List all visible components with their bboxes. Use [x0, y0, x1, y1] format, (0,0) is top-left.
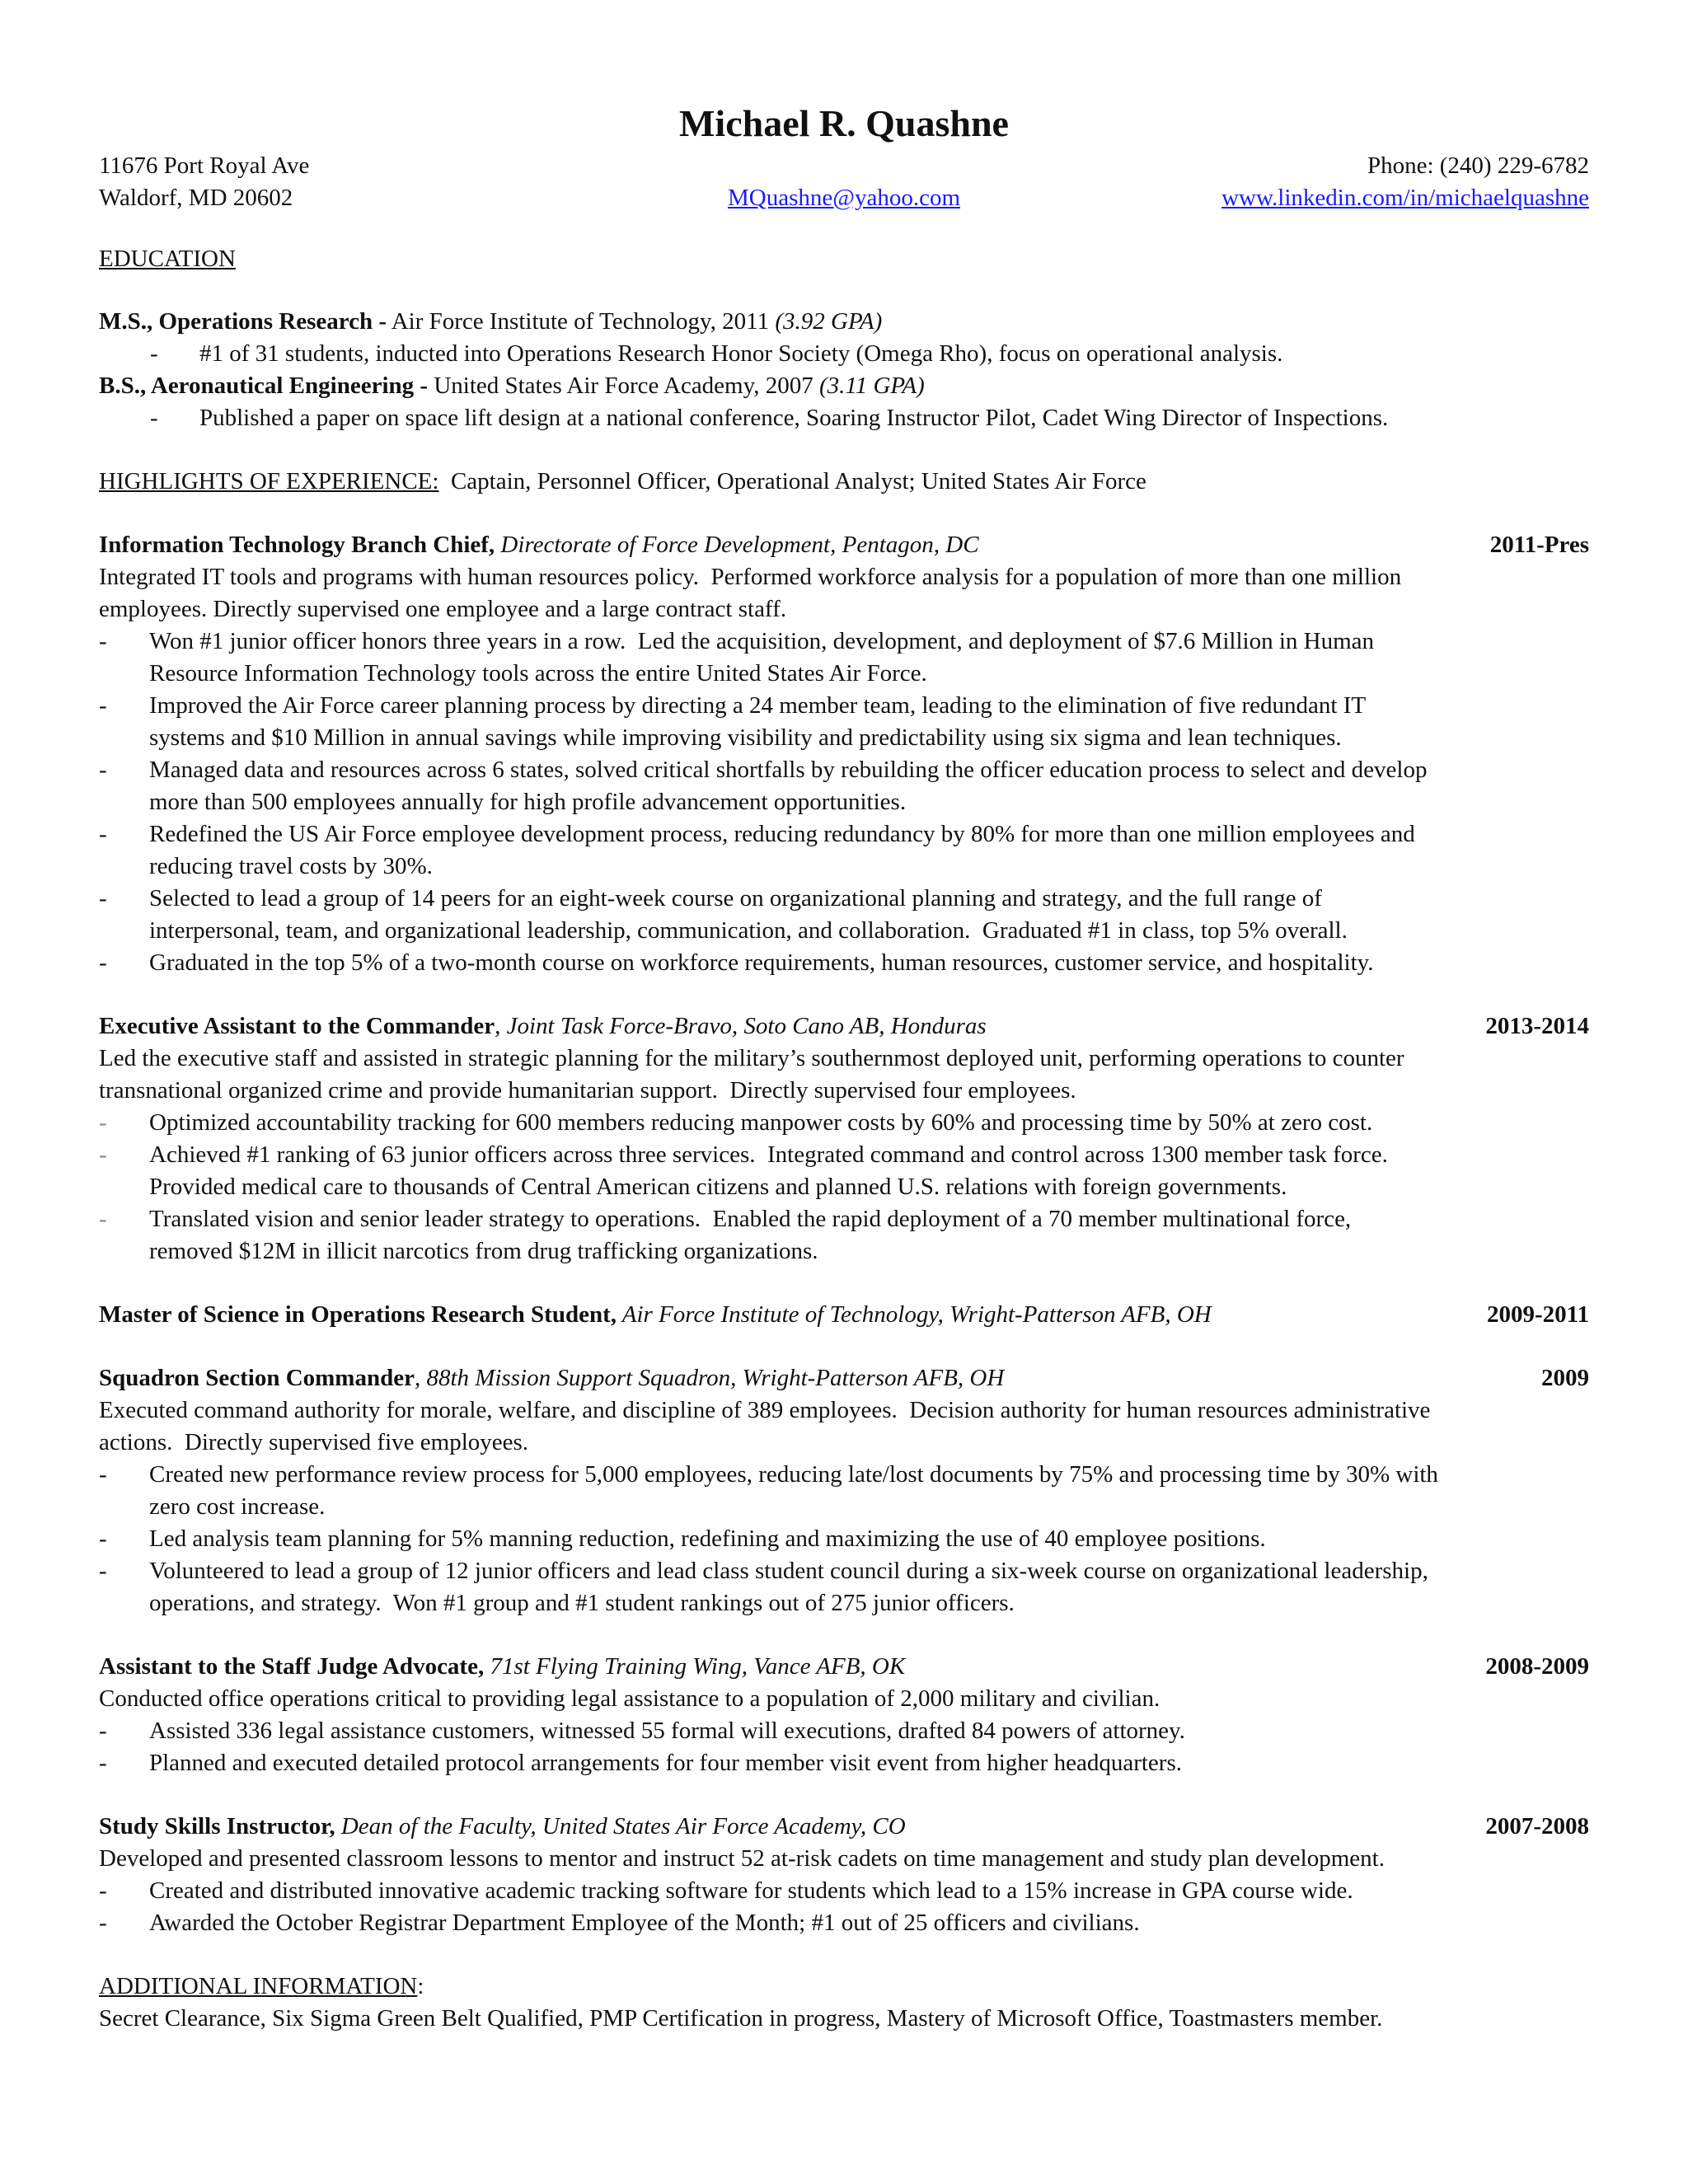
degree-gpa: (3.92 GPA) [775, 308, 883, 335]
job-dates: 2008-2009 [1485, 1653, 1589, 1680]
bullet-line: - Created and distributed innovative academic tracking software for students which lead to a 15% increase in GPA course wide. [149, 1877, 1353, 1904]
education-heading: EDUCATION [99, 246, 236, 272]
bullet-line: - Optimized accountability tracking for 600 members reducing manpower costs by 60% and processing time by 50% at zero cost. [149, 1109, 1373, 1136]
job-header [99, 1010, 1589, 1043]
bullet-line: - Selected to lead a group of 14 peers for an eight-week course on organizational planning and strategy, and the full range of [149, 885, 1322, 912]
degree-details [99, 338, 1589, 370]
job-title: Master of Science in Operations Research Student, [99, 1301, 617, 1328]
job-summary-line: employees. Directly supervised one employee and a large contract staff. [99, 596, 786, 622]
degree-details [99, 402, 1589, 434]
contact-block [99, 150, 1589, 214]
degree-line [99, 306, 1589, 338]
job-bullet [99, 947, 1589, 979]
job-org: , Joint Task Force-Bravo, Soto Cano AB, Honduras [495, 1013, 987, 1039]
linkedin-link[interactable]: www.linkedin.com/in/michaelquashne [1221, 185, 1589, 211]
degree-detail: - #1 of 31 students, inducted into Operations Research Honor Society (Omega Rho), focus on operational analysis. [99, 338, 1589, 370]
bullet-line: Resource Information Technology tools across the entire United States Air Force. [149, 660, 927, 687]
job-summary-line: Led the executive staff and assisted in strategic planning for the military’s southernmost deployed unit, performing operations to counter [99, 1045, 1404, 1071]
degree-gpa: (3.11 GPA) [818, 373, 925, 399]
job-org: 71st Flying Training Wing, Vance AFB, OK [484, 1653, 906, 1680]
job-org: Dean of the Faculty, United States Air Force Academy, CO [335, 1813, 906, 1840]
job-header [99, 1362, 1589, 1394]
spacer [99, 1619, 1589, 1651]
bullet-line: - Assisted 336 legal assistance customers, witnessed 55 formal will executions, drafted 84 powers of attorney. [149, 1718, 1185, 1744]
job-title: Study Skills Instructor, [99, 1813, 335, 1840]
highlights-line [99, 466, 1589, 498]
degree-line [99, 370, 1589, 402]
bullet-line: - Led analysis team planning for 5% manning reduction, redefining and maximizing the use of 40 employee positions. [149, 1526, 1266, 1552]
spacer [99, 434, 1589, 466]
job-dates: 2009-2011 [1486, 1301, 1589, 1328]
job-entry [99, 529, 1589, 979]
bullet-line: - Improved the Air Force career planning process by directing a 24 member team, leading to the elimination of five redundant IT [149, 692, 1367, 719]
degree-school: Air Force Institute of Technology, 2011 [387, 308, 776, 335]
job-entry [99, 1651, 1589, 1779]
degree-title: M.S., Operations Research - [99, 308, 387, 335]
job-bullets [99, 1459, 1589, 1619]
job-header [99, 1299, 1589, 1331]
degree-ms [99, 306, 1589, 370]
additional-colon: : [417, 1973, 424, 1999]
bullet-line: - Planned and executed detailed protocol arrangements for four member visit event from higher headquarters. [149, 1750, 1182, 1776]
job-bullet [99, 1715, 1589, 1747]
bullet-line: - Won #1 junior officer honors three years in a row. Led the acquisition, development, and deployment of $7.6 Million in Human [149, 628, 1374, 654]
job-bullet [99, 1555, 1589, 1619]
job-header [99, 1811, 1589, 1843]
bullet-line: zero cost increase. [149, 1493, 326, 1520]
job-org: , 88th Mission Support Squadron, Wright-Patterson AFB, OH [414, 1365, 1005, 1391]
spacer [99, 1939, 1589, 1971]
degree-detail: - Published a paper on space lift design at a national conference, Soaring Instructor Pilot, Cadet Wing Director of Inspections. [99, 402, 1589, 434]
job-title: Assistant to the Staff Judge Advocate, [99, 1653, 485, 1680]
email-link[interactable]: MQuashne@yahoo.com [727, 185, 960, 211]
job-bullet [99, 818, 1589, 883]
bullet-line: - Volunteered to lead a group of 12 junior officers and lead class student council during a six-week course on organizational leadership, [149, 1558, 1428, 1584]
spacer [99, 1331, 1589, 1362]
job-summary-line: Developed and presented classroom lessons to mentor and instruct 52 at-risk cadets on time management and study plan development. [99, 1845, 1385, 1872]
job-summary-line: Executed command authority for morale, welfare, and discipline of 389 employees. Decision authority for human resources administrative [99, 1397, 1431, 1423]
additional-section [99, 1971, 1589, 2035]
job-bullet [99, 690, 1589, 754]
job-entry [99, 1362, 1589, 1619]
spacer [99, 275, 1589, 306]
address-line-1: 11676 Port Royal Ave [99, 152, 310, 179]
candidate-name: Michael R. Quashne [679, 102, 1009, 144]
additional-heading-line [99, 1971, 1589, 2003]
job-bullet [99, 1875, 1589, 1907]
phone-linkedin [1221, 150, 1589, 214]
job-title: Information Technology Branch Chief, [99, 532, 495, 558]
spacer [99, 1779, 1589, 1811]
job-bullet [99, 1523, 1589, 1555]
bullet-line: more than 500 employees annually for high profile advancement opportunities. [149, 789, 907, 815]
job-bullet [99, 1747, 1589, 1779]
job-org: Air Force Institute of Technology, Wright-Patterson AFB, OH [617, 1301, 1212, 1328]
bullet-line: systems and $10 Million in annual savings while improving visibility and predictability using six sigma and lean techniques. [149, 724, 1342, 751]
job-entry [99, 1299, 1589, 1331]
job-entry [99, 1811, 1589, 1939]
job-summary-line: Conducted office operations critical to providing legal assistance to a population of 2,000 military and civilian. [99, 1685, 1160, 1712]
education-section [99, 243, 1589, 434]
degree-school: United States Air Force Academy, 2007 [428, 373, 819, 399]
job-dates: 2007-2008 [1485, 1813, 1589, 1840]
bullet-line: - Awarded the October Registrar Department Employee of the Month; #1 out of 25 officers and civilians. [149, 1910, 1140, 1936]
bullet-line: Provided medical care to thousands of Central American citizens and planned U.S. relations with foreign governments. [149, 1174, 1287, 1200]
job-entry [99, 1010, 1589, 1268]
bullet-line: - Created new performance review process for 5,000 employees, reducing late/lost documents by 75% and processing time by 30% with [149, 1461, 1438, 1488]
job-header [99, 1651, 1589, 1683]
job-bullet [99, 1203, 1589, 1268]
job-bullet [99, 754, 1589, 818]
additional-heading: ADDITIONAL INFORMATION [99, 1973, 418, 1999]
job-bullet [99, 1139, 1589, 1203]
job-title: Executive Assistant to the Commander [99, 1013, 495, 1039]
job-title: Squadron Section Commander [99, 1365, 415, 1391]
job-summary-line: actions. Directly supervised five employees. [99, 1429, 529, 1455]
job-bullets [99, 1107, 1589, 1268]
bullet-line: interpersonal, team, and organizational leadership, communication, and collaboration. Graduated #1 in class, top 5% overall. [149, 917, 1348, 944]
job-bullet [99, 883, 1589, 947]
additional-text: Secret Clearance, Six Sigma Green Belt Qualified, PMP Certification in progress, Mastery of Microsoft Office, Toastmasters member. [99, 2005, 1383, 2032]
bullet-line: removed $12M in illicit narcotics from drug trafficking organizations. [149, 1238, 818, 1264]
job-bullet [99, 626, 1589, 690]
spacer [99, 498, 1589, 529]
degree-bs [99, 370, 1589, 434]
job-header [99, 529, 1589, 561]
job-dates: 2009 [1541, 1365, 1589, 1391]
bullet-line: reducing travel costs by 30%. [149, 853, 433, 879]
phone: Phone: (240) 229-6782 [1367, 152, 1589, 179]
job-summary-line: transnational organized crime and provide humanitarian support. Directly supervised four employees. [99, 1077, 1076, 1104]
job-bullet [99, 1107, 1589, 1139]
bullet-line: - Redefined the US Air Force employee development process, reducing redundancy by 80% for more than one million employees and [149, 821, 1415, 847]
job-bullets [99, 626, 1589, 979]
bullet-line: - Managed data and resources across 6 states, solved critical shortfalls by rebuilding the officer education process to select and develop [149, 757, 1428, 783]
job-org: Directorate of Force Development, Pentagon, DC [495, 532, 979, 558]
degree-title: B.S., Aeronautical Engineering - [99, 373, 429, 399]
address-line-2: Waldorf, MD 20602 [99, 185, 293, 211]
bullet-line: operations, and strategy. Won #1 group and #1 student rankings out of 275 junior officers. [149, 1590, 1015, 1616]
spacer [99, 979, 1589, 1010]
job-dates: 2011-Pres [1489, 532, 1589, 558]
job-bullet [99, 1459, 1589, 1523]
job-dates: 2013-2014 [1485, 1013, 1589, 1039]
highlights-text: Captain, Personnel Officer, Operational Analyst; United States Air Force [438, 468, 1146, 494]
bullet-line: - Achieved #1 ranking of 63 junior officers across three services. Integrated command and control across 1300 member task force. [149, 1141, 1388, 1168]
spacer [99, 1268, 1589, 1299]
job-summary-line: Integrated IT tools and programs with human resources policy. Performed workforce analysis for a population of more than one million [99, 564, 1402, 590]
job-bullets [99, 1715, 1589, 1779]
job-bullets [99, 1875, 1589, 1939]
resume-page [99, 99, 1589, 2035]
spacer [99, 214, 1589, 243]
job-bullet [99, 1907, 1589, 1939]
bullet-line: - Graduated in the top 5% of a two-month course on workforce requirements, human resources, customer service, and hospitality. [149, 949, 1374, 976]
highlights-heading: HIGHLIGHTS OF EXPERIENCE: [99, 468, 439, 494]
bullet-line: - Translated vision and senior leader strategy to operations. Enabled the rapid deployment of a 70 member multinational force, [149, 1206, 1352, 1232]
